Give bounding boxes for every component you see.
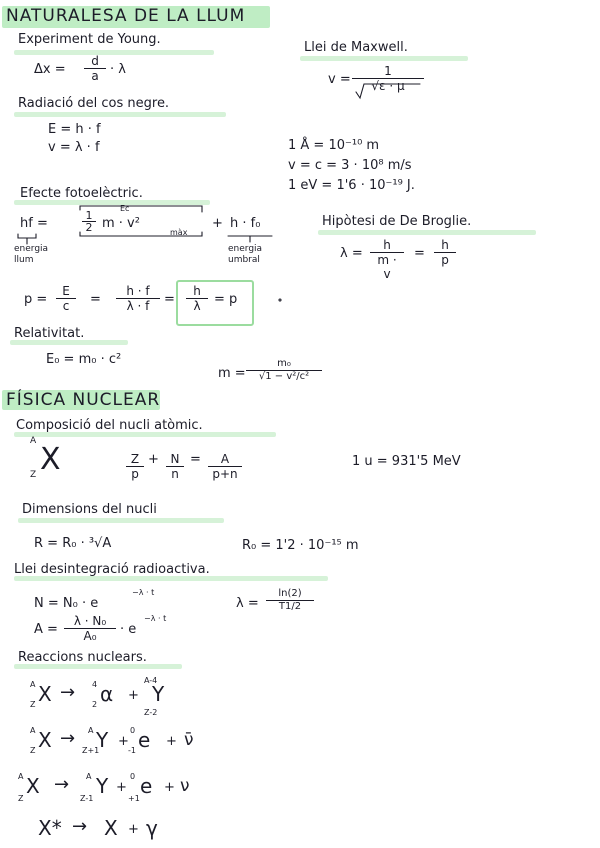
relativitat-m-fraction: [246, 358, 322, 383]
de-broglie-title: Hipòtesi de De Broglie.: [322, 214, 472, 229]
desintegracio-a-num: λ · N₀: [64, 614, 116, 629]
fotoelectric-energia-umbral: energia umbral: [228, 244, 263, 265]
const-angstrom: 1 Å = 10⁻¹⁰ m: [288, 138, 380, 153]
young-tail: · λ: [110, 62, 126, 77]
dimensions-eq: R = R₀ · ³√A: [34, 536, 112, 551]
underline-cos-negre: [14, 112, 226, 117]
momentum-num3: h: [186, 284, 208, 299]
fotoelectric-max: màx: [170, 228, 188, 237]
relativitat-eq: E₀ = m₀ · c²: [46, 352, 122, 367]
r3-plus2: +: [164, 780, 175, 795]
r4-X: X: [104, 816, 118, 840]
desintegracio-a-frac: [64, 614, 116, 643]
momentum-frac3: [186, 284, 208, 313]
composicio-u: 1 u = 931'5 MeV: [352, 454, 461, 469]
momentum-frac2: [116, 284, 160, 313]
composicio-a-top: A: [208, 452, 242, 467]
r2-arrow: →: [60, 728, 76, 749]
composicio-n-frac: [166, 452, 184, 481]
maxwell-den: √ε · μ: [371, 79, 405, 93]
r1-p1-bot: 2: [92, 700, 98, 709]
desintegracio-a-den: A₀: [83, 629, 97, 643]
r3-e: e: [140, 774, 153, 798]
composicio-a-frac: [208, 452, 242, 481]
maxwell-fraction: [352, 64, 424, 93]
r3-p2-top: 0: [130, 772, 136, 781]
r4-plus: +: [128, 822, 139, 837]
composicio-z-bot: p: [131, 467, 139, 481]
de-broglie-num1: h: [370, 238, 404, 253]
momentum-lhs: p =: [24, 292, 48, 307]
relativitat-m-lhs: m =: [218, 366, 246, 381]
r4-gamma: γ: [146, 816, 158, 840]
r3-neutrino: ν: [180, 776, 190, 796]
underline-dimensions: [18, 518, 224, 523]
ec-bracket: [80, 206, 202, 212]
relativitat-m-num: m₀: [246, 358, 322, 371]
composicio-plus: +: [148, 452, 159, 467]
fotoelectric-title: Efecte fotoelèctric.: [20, 186, 143, 201]
r2-p2-top: 0: [130, 726, 136, 735]
de-broglie-lhs: λ =: [340, 246, 363, 261]
momentum-eq2: =: [164, 292, 175, 307]
young-title: Experiment de Young.: [18, 32, 161, 47]
r3-A: A: [18, 772, 24, 781]
dimensions-r0: R₀ = 1'2 · 10⁻¹⁵ m: [242, 538, 359, 553]
r1-alpha: α: [100, 682, 114, 706]
desintegracio-title: Llei desintegració radioactiva.: [14, 562, 210, 577]
r1-Z: Z: [30, 700, 36, 709]
desintegracio-exp2: −λ · t: [144, 614, 167, 623]
de-broglie-frac1: [370, 238, 404, 281]
r3-p2-bot: +1: [128, 794, 140, 803]
const-ev: 1 eV = 1'6 · 10⁻¹⁹ J.: [288, 178, 415, 193]
r1-p1-top: 4: [92, 680, 98, 689]
const-c: v = c = 3 · 10⁸ m/s: [288, 158, 412, 173]
composicio-A: A: [30, 436, 37, 446]
composicio-title: Composició del nucli atòmic.: [16, 418, 203, 433]
cos-negre-eq1: E = h · f: [48, 122, 101, 137]
r2-plus: +: [118, 734, 129, 749]
desintegracio-lambda-den: T1/2: [278, 601, 302, 612]
r2-e: e: [138, 728, 151, 752]
relativitat-title: Relativitat.: [14, 326, 85, 341]
momentum-den3: λ: [193, 299, 201, 313]
r1-A: A: [30, 680, 36, 689]
desintegracio-eq1: N = N₀ · e: [34, 596, 99, 611]
r1-lhs: X: [38, 682, 52, 706]
r1-p2-bot: Z-2: [144, 708, 158, 717]
young-num: d: [84, 54, 106, 69]
composicio-X: X: [40, 442, 61, 477]
energia-llum-brace: [18, 234, 36, 238]
r3-arrow: →: [54, 774, 70, 795]
desintegracio-a-lhs: A =: [34, 622, 58, 637]
r1-p2-top: A-4: [144, 676, 158, 685]
r2-antineutrino: ν̄: [184, 730, 194, 750]
r2-A: A: [30, 726, 36, 735]
momentum-num1: E: [56, 284, 76, 299]
r4-arrow: →: [72, 816, 88, 837]
r4-lhs: X*: [38, 816, 62, 840]
young-den: a: [91, 69, 99, 83]
fotoelectric-hf: hf =: [20, 216, 48, 231]
relativitat-m-den: √1 − v²/c²: [258, 371, 310, 382]
composicio-n-top: N: [166, 452, 184, 467]
de-broglie-den2: p: [441, 253, 449, 267]
momentum-num2: h · f: [116, 284, 160, 299]
momentum-rhs: = p: [214, 292, 238, 307]
fotoelectric-half: [82, 210, 96, 233]
fotoelectric-half-den: 2: [85, 221, 93, 234]
underline-young: [14, 50, 214, 55]
desintegracio-lambda-num: ln(2): [266, 588, 314, 601]
de-broglie-num2: h: [434, 238, 456, 253]
young-fraction: [84, 54, 106, 83]
de-broglie-frac2: [434, 238, 456, 267]
composicio-a-bot: p+n: [212, 467, 238, 481]
r2-lhs: X: [38, 728, 52, 752]
desintegracio-lambda-lhs: λ =: [236, 596, 259, 611]
r2-Z: Z: [30, 746, 36, 755]
r1-arrow: →: [60, 682, 76, 703]
r2-p1-bot: Z+1: [82, 746, 100, 755]
cos-negre-title: Radiació del cos negre.: [18, 96, 170, 111]
r1-plus: +: [128, 688, 139, 703]
fotoelectric-hf0: h · f₀: [230, 216, 261, 231]
r3-plus: +: [116, 780, 127, 795]
r2-p2-bot: -1: [128, 746, 136, 755]
momentum-den1: c: [62, 299, 70, 313]
maxwell-num: 1: [352, 64, 424, 79]
composicio-n-bot: n: [171, 467, 179, 481]
r2-p1-top: A: [88, 726, 94, 735]
underline-de-broglie: [318, 230, 536, 235]
composicio-z-frac: [126, 452, 144, 481]
maxwell-lhs: v =: [328, 72, 351, 87]
r2-Y: Y: [96, 728, 109, 752]
cos-negre-eq2: v = λ · f: [48, 140, 100, 155]
momentum-den2: λ · f: [126, 299, 150, 313]
de-broglie-den1: m · v: [377, 253, 397, 281]
heading-fisica-nuclear: FÍSICA NUCLEAR: [6, 390, 161, 410]
underline-maxwell: [300, 56, 468, 61]
composicio-Z: Z: [30, 470, 37, 480]
fotoelectric-half-num: 1: [82, 210, 96, 222]
composicio-z-top: Z: [126, 452, 144, 467]
desintegracio-exp1: −λ · t: [132, 588, 155, 597]
maxwell-title: Llei de Maxwell.: [304, 40, 408, 55]
young-lhs: Δx =: [34, 62, 66, 77]
de-broglie-eq: =: [414, 246, 425, 261]
desintegracio-lambda-frac: [266, 588, 314, 613]
fotoelectric-energia-llum: energia llum: [14, 244, 49, 265]
heading-naturalesa: NATURALESA DE LA LLUM: [6, 6, 246, 26]
r3-lhs: X: [26, 774, 40, 798]
momentum-eq1: =: [90, 292, 101, 307]
r3-p1-top: A: [86, 772, 92, 781]
composicio-eq: =: [190, 452, 201, 467]
r3-p1-bot: Z-1: [80, 794, 94, 803]
r3-Z: Z: [18, 794, 24, 803]
r2-plus2: +: [166, 734, 177, 749]
fotoelectric-mv: m · v²: [102, 216, 140, 231]
reaccions-title: Reaccions nuclears.: [18, 650, 147, 665]
fotoelectric-ec-label: Ec: [120, 204, 130, 213]
r3-Y: Y: [96, 774, 109, 798]
r1-Y: Y: [152, 682, 165, 706]
dimensions-title: Dimensions del nucli: [22, 502, 157, 517]
momentum-frac1: [56, 284, 76, 313]
desintegracio-a-tail: · e: [120, 622, 137, 637]
fotoelectric-plus: +: [212, 216, 223, 231]
